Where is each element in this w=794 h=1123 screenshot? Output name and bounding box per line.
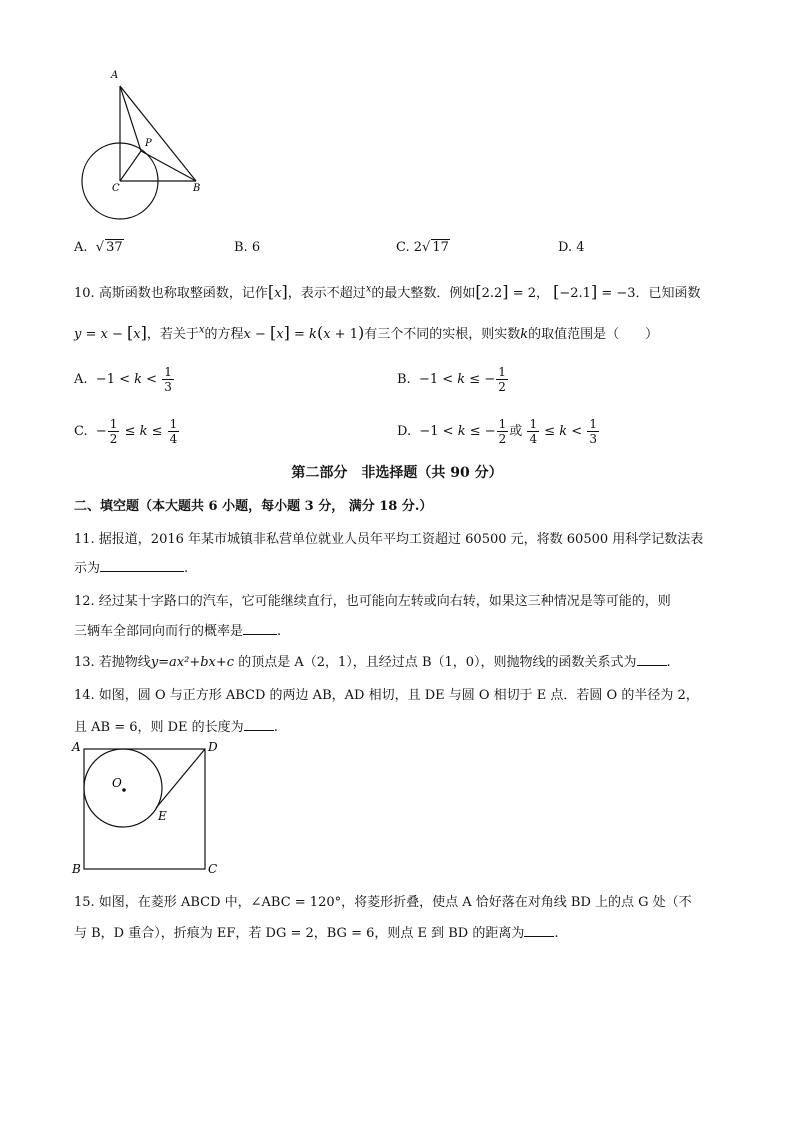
q14-label-a: A [72, 740, 81, 754]
q15-line1: 15. 如图，在菱形 ABCD 中，∠ABC = 120°，将菱形折叠，使点 A 恰好落在对角线 BD 上的点 G 处（不 [74, 895, 692, 910]
center-point [122, 788, 126, 792]
q9-label-b: B [193, 183, 201, 194]
circle-o [84, 749, 162, 827]
section-title: 第二部分 非选择题（共 90 分） [291, 465, 503, 481]
q9-option-a: A. √ 37 [74, 240, 123, 255]
q14-label-c: C [208, 862, 218, 876]
q9-option-d: D. 4 [558, 240, 585, 255]
q10-option-a: A. −1 < k < $\frac{1}{3}$ [74, 365, 172, 394]
q14-line1: 14. 如图，圆 O 与正方形 ABCD 的两边 AB，AD 相切，且 DE 与圆 O 相切于 E 点．若圆 O 的半径为 2， [74, 688, 699, 703]
q9-label-a: A [111, 70, 119, 81]
q9-ap [120, 86, 141, 151]
q10-option-c: C. − $\frac{1}{2}$ ≤ k ≤ $\frac{1}{4}$ [74, 417, 178, 446]
q9-figure [70, 62, 220, 222]
q12-line2: 三辆车全部同向而行的概率是 . [74, 624, 282, 639]
q12-line1: 12. 经过某十字路口的汽车，它可能继续直行，也可能向左转或向右转，如果这三种情况是等可能的，则 [74, 594, 671, 609]
segment-de [156, 749, 205, 808]
radical-sign: √ 17 [422, 240, 449, 255]
answer-blank[interactable] [100, 559, 184, 572]
q9-option-b: B. 6 [234, 240, 261, 255]
q9-label-c: C [112, 183, 120, 194]
q11-line2: 示为 . [74, 561, 189, 576]
answer-blank[interactable] [244, 718, 274, 731]
q11-line1: 11. 据报道，2016 年某市城镇非私营单位就业人员年平均工资超过 60500 元，将数 60500 用科学记数法表 [74, 532, 704, 547]
q10-option-b: B. −1 < k ≤ − $\frac{1}{2}$ [397, 365, 506, 394]
square-abcd [84, 749, 205, 869]
q9-ab [120, 86, 196, 181]
q15-line2: 与 B，D 重合），折痕为 EF，若 DG = 2，BG = 6，则点 E 到 BD 的距离为 . [74, 926, 559, 941]
radical-sign: √ 37 [95, 240, 123, 255]
answer-blank[interactable] [524, 924, 554, 937]
q14-label-o: O [112, 776, 122, 790]
q10-option-d: D. −1 < k ≤ − $\frac{1}{2}$ 或 $\frac{1}{4}$ ≤ k < $\frac{1}{3}$ [397, 417, 597, 446]
q14-label-b: B [72, 862, 81, 876]
q14-figure [68, 736, 228, 880]
q9-option-c: C. 2√ 17 [396, 240, 449, 255]
q14-label-d: D [208, 740, 218, 754]
q9-pb [141, 151, 196, 181]
fill-in-header: 二、填空题（本大题共 6 小题，每小题 3 分， 满分 18 分.） [74, 499, 433, 514]
q10-line2: y = x − [x]，若关于$^x$的方程x − [x] = k(x + 1)有三个不同的实根，则实数k的取值范围是（ ） [74, 323, 659, 342]
q9-pc [120, 151, 141, 181]
answer-blank[interactable] [243, 622, 277, 635]
answer-blank[interactable] [637, 653, 667, 666]
q14-label-e: E [158, 809, 167, 823]
q10-line1: 10. 高斯函数也称取整函数，记作[x]，表示不超过$^x$的最大整数．例如[2.2] = 2， [−2.1] = −3．已知函数 [74, 282, 701, 301]
q13-line: 13. 若抛物线y=ax²+bx+c 的顶点是 A（2，1），且经过点 B（1，0），则抛物线的函数关系式为 . [74, 655, 671, 670]
q14-line2: 且 AB = 6，则 DE 的长度为 . [74, 720, 278, 735]
q9-label-p: P [145, 138, 152, 149]
